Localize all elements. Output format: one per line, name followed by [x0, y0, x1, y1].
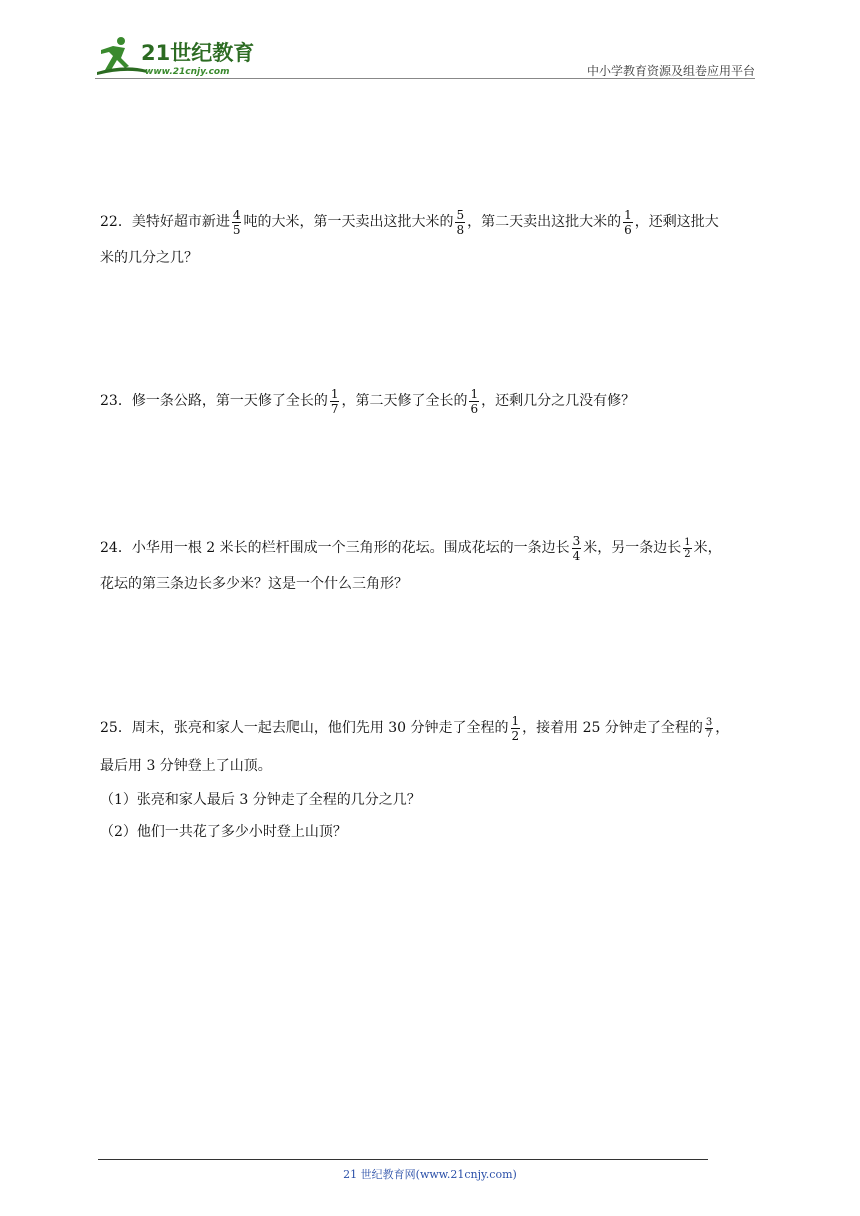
footer-divider [98, 1159, 708, 1160]
fraction-1-6: $\frac{1}{6}$ [470, 386, 479, 416]
header-divider [95, 78, 755, 79]
question-22-line-2: 米的几分之几？ [100, 250, 198, 266]
question-22 [100, 202, 764, 274]
question-23-line-1: 23．修一条公路，第一天修了全长的 $\frac{1}{7}$ ，第二天修了全长的 $\frac{1}{6}$ ，还剩几分之几没有修？ [100, 386, 636, 416]
fraction-1-2: $\frac{1}{2}$ [684, 536, 691, 560]
fraction-3-4: $\frac{3}{4}$ [572, 533, 581, 563]
question-24-line-1: 24．小华用一根 2 米长的栏杆围成一个三角形的花坛。围成花坛的一条边长 $\frac{3}{4}$ 米，另一条边长 $\frac{1}{2}$ 米， [100, 533, 722, 563]
runner-icon [97, 37, 147, 75]
question-24 [100, 528, 764, 600]
question-25-line-1: 25．周末，张亮和家人一起去爬山，他们先用 30 分钟走了全程的 $\frac{1}{2}$ ，接着用 25 分钟走了全程的 $\frac{3}{7}$ ， [100, 713, 730, 743]
question-22-line-1: 22．美特好超市新进 $\frac{4}{5}$ 吨的大米，第一天卖出这批大米的 $\frac{5}{8}$ ，第二天卖出这批大米的 $\frac{1}{6}$ ，还剩这批大 [100, 207, 719, 237]
question-24-line-2: 花坛的第三条边长多少米？这是一个什么三角形？ [100, 576, 408, 592]
logo-url: www.21cnjy.com [145, 67, 230, 77]
fraction-1-7: $\frac{1}{7}$ [330, 386, 339, 416]
question-23 [100, 381, 764, 421]
fraction-4-5: $\frac{4}{5}$ [232, 207, 241, 237]
fraction-3-7: $\frac{3}{7}$ [705, 716, 713, 740]
question-25-sub-2: （2）他们一共花了多少小时登上山顶？ [100, 824, 347, 840]
site-logo [95, 34, 265, 78]
fraction-1-6: $\frac{1}{6}$ [624, 207, 632, 237]
question-25 [100, 708, 764, 848]
question-25-line-2: 最后用 3 分钟登上了山顶。 [100, 758, 272, 774]
platform-name: 中小学教育资源及组卷应用平台 [586, 64, 755, 78]
fraction-1-2: $\frac{1}{2}$ [511, 713, 520, 743]
footer-text: 21 世纪教育网(www.21cnjy.com) [343, 1168, 517, 1181]
logo-text: 21世纪教育 [141, 41, 255, 65]
fraction-5-8: $\frac{5}{8}$ [456, 207, 465, 237]
question-25-sub-1: （1）张亮和家人最后 3 分钟走了全程的几分之几？ [100, 792, 421, 808]
